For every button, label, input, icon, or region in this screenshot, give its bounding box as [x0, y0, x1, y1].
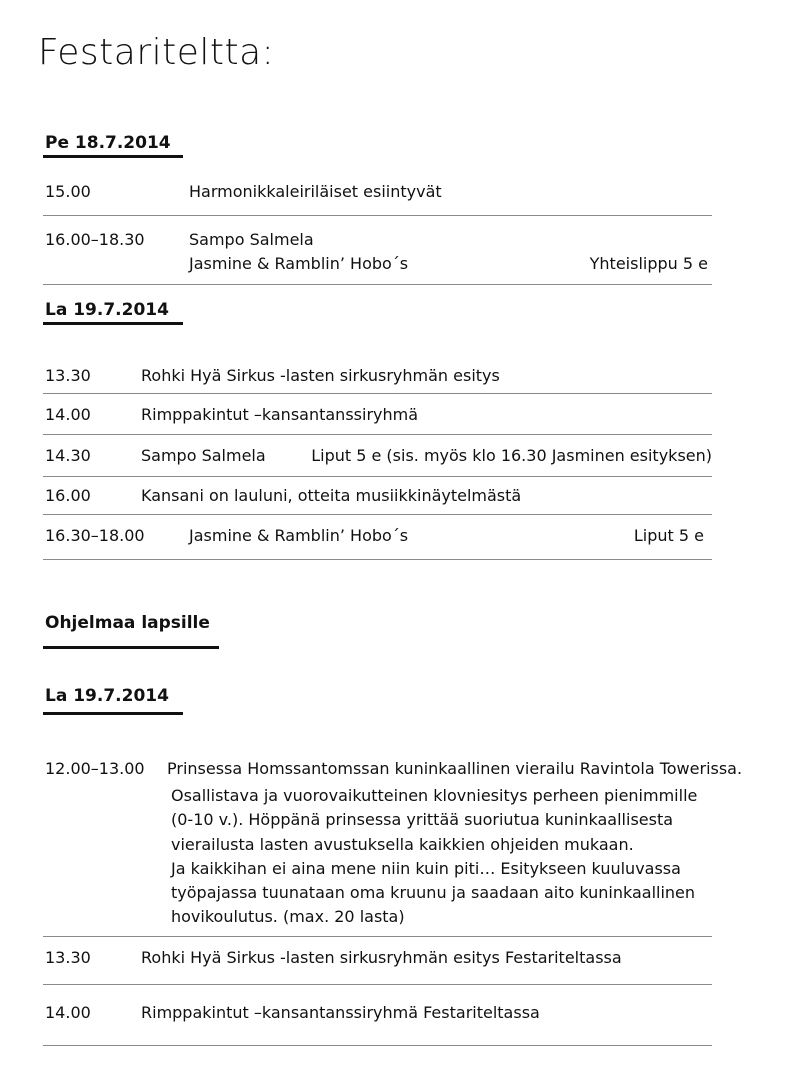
kids-heading: Ohjelmaa lapsille [45, 613, 210, 633]
day1-heading-underline [43, 155, 183, 158]
kids-day-heading: La 19.7.2014 [45, 686, 169, 706]
day2-row1-act: Rohki Hyä Sirkus -lasten sirkusryhmän esitys [141, 366, 500, 385]
divider [43, 393, 712, 394]
kids-day-heading-underline [43, 712, 183, 715]
day2-row2-time: 14.00 [45, 405, 91, 424]
kids-row2-act: Rimppakintut –kansantanssiryhmä Festariteltassa [141, 1003, 540, 1022]
day1-row1-time: 15.00 [45, 182, 91, 201]
day1-row1-act: Harmonikkaleiriläiset esiintyvät [189, 182, 442, 201]
day1-heading: Pe 18.7.2014 [45, 133, 171, 153]
divider [43, 284, 712, 285]
day2-heading-underline [43, 322, 183, 325]
divider [43, 215, 712, 216]
day2-row5-price: Liput 5 e [633, 526, 704, 545]
day1-row2-time: 16.00–18.30 [45, 230, 145, 249]
day1-row2-price: Yhteislippu 5 e [589, 254, 708, 273]
divider [43, 936, 712, 937]
divider [43, 476, 712, 477]
divider [43, 514, 712, 515]
day2-row3-act: Sampo Salmela [141, 446, 266, 465]
divider [43, 434, 712, 435]
day2-row4-act: Kansani on lauluni, otteita musiikkinäytelmästä [141, 486, 522, 505]
kids-main-description: Osallistava ja vuorovaikutteinen klovniesitys perheen pienimmille (0-10 v.). Höppänä prinsessa yrittää suoriutua kuninkaallisesta vierailusta lasten avustuksella kaikkien ohjeiden mukaan. Ja kaikkihan ei aina mene niin kuin piti… Esitykseen kuuluvassa työpajassa tuunataan oma kruunu ja saadaan aito kuninkaallinen hovikoulutus. (max. 20 lasta) [171, 786, 698, 927]
kids-main-title: Prinsessa Homssantomssan kuninkaallinen vierailu Ravintola Towerissa. [167, 759, 743, 778]
kids-row1-act: Rohki Hyä Sirkus -lasten sirkusryhmän esitys Festariteltassa [141, 948, 622, 967]
kids-row2-time: 14.00 [45, 1003, 91, 1022]
page-title: Festariteltta: [38, 32, 275, 73]
day1-row2-act2: Jasmine & Ramblin’ Hobo´s [189, 254, 409, 273]
day2-row2-act: Rimppakintut –kansantanssiryhmä [141, 405, 419, 424]
day2-row3-price: Liput 5 e (sis. myös klo 16.30 Jasminen esityksen) [311, 446, 712, 465]
day2-row5-time: 16.30–18.00 [45, 526, 145, 545]
divider [43, 1045, 712, 1046]
day2-row4-time: 16.00 [45, 486, 91, 505]
divider [43, 559, 712, 560]
day2-row5-act: Jasmine & Ramblin’ Hobo´s [189, 526, 409, 545]
kids-row1-time: 13.30 [45, 948, 91, 967]
kids-heading-underline [43, 646, 219, 649]
day2-row3-time: 14.30 [45, 446, 91, 465]
day2-row1-time: 13.30 [45, 366, 91, 385]
kids-main-time: 12.00–13.00 [45, 759, 145, 778]
divider [43, 984, 712, 985]
day1-row2-act: Sampo Salmela [189, 230, 314, 249]
day2-heading: La 19.7.2014 [45, 300, 169, 320]
